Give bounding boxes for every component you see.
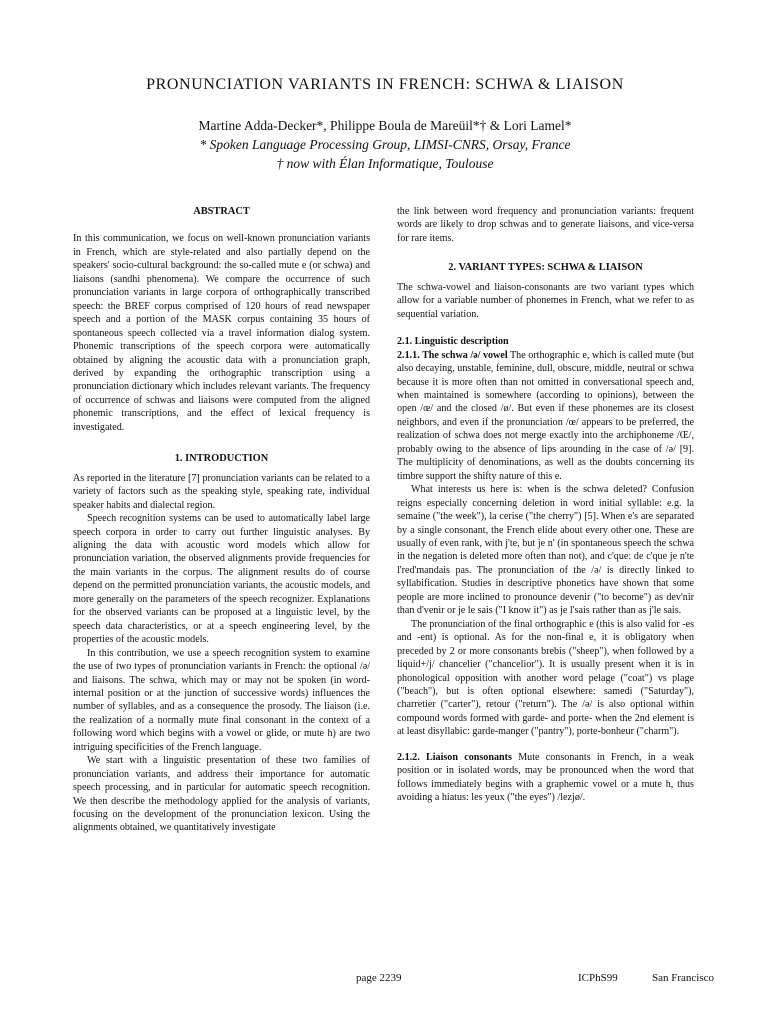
schwa-text-1: The orthographic e, which is called mute (but also decaying, unstable, feminine, dull, obscure, middle, neutral or schwa because it is more often than not omitted in conversational speech and, when maintained is somewhere (according to opinions), between the open /œ/ and the closed /ø/. But even if these phonemes are its closest neighbors, and even if the pronunciation /œ/ appears to be preferred, the realization of schwa does not merge exactly into the archiphoneme /Œ/, probably owing to the absence of lips arounding in the case of /ə/ [9]. The multiplicity of denominations, as well as the doubts concerning its timbre support the shifty nature of this e. [397, 349, 694, 482]
paper-title: PRONUNCIATION VARIANTS IN FRENCH: SCHWA & LIAISON [146, 76, 624, 93]
schwa-paragraph-1 [397, 349, 694, 484]
intro-paragraph-4: We start with a linguistic presentation of these two families of pronunciation variants, and address their importance for automatic speech processing, and in particular for automatic speech recognition. We then describe the methodology applied for the analysis of variants, focusing on the development of the pronunciation lexicon. Using the alignments obtained, we quantitatively investigate [73, 755, 370, 834]
schwa-heading: 2.1.1. The schwa /ə/ vowel [397, 349, 508, 361]
liaison-heading: 2.1.2. Liaison consonants [397, 751, 512, 763]
intro-heading: 1. INTRODUCTION [174, 453, 269, 465]
abstract-text: In this communication, we focus on well-known pronunciation variants in French, which are style-related and also partially depend on the speakers' socio-cultural background: the so-called mute e (or schwa) and liaisons (sandhi phenomena). We compare the occurrence of such pronunciation variants in large corpora of orthographically transcribed speech: the BREF corpus comprised of 120 hours of read newspaper speech and a portion of the MASK corpus containing 35 hours of spontaneous speech collected via a travel information dialog system. Phonemic transcriptions of the speech corpora were automatically obtained by aligning the acoustic data with a pronunciation graph, derived by expanding the orthographic transcription using a pronunciation dictionary which includes relevant variants. The frequency of occurrence of schwas and liaisons were computed from the aligned phonemic transcriptions, and the effect of lexical frequency is investigated. [73, 233, 370, 433]
liaison-text: Mute consonants in French, in a weak position or in isolated words, may be pronounced when the word that follows immediately begins with a graphemic vowel or a mute h, thus avoiding a hiatus: les yeux ("the eyes") /lezjø/. [397, 751, 694, 804]
author-block [0, 116, 770, 173]
affiliation-2: † now with Élan Informatique, Toulouse [276, 156, 494, 171]
abstract-heading: ABSTRACT [193, 206, 250, 217]
affiliation: * Spoken Language Processing Group, LIMSI-CNRS, Orsay, France [199, 137, 571, 152]
variant-paragraph: The schwa-vowel and liaison-consonants are two variant types which allow for a variable number of phonemes in French, what we refer to as sequential variation. [397, 281, 694, 320]
footer-page: page 2239 [356, 972, 402, 984]
schwa-paragraph-2: What interests us here is: when is the schwa deleted? Confusion reigns especially concerning deletion in word initial syllable: e.g. la semaine ("the week"), la cerise ("the cherry") [5]. When e's are separated by a single consonant, the French elide about every other one. These are usually of even rank, with j'te, but je n' (in spontaneous speech the schwa in the negation is deleted more often than not), and c'que: de c'que je n'te l'red'mandais pas. The pronunciation of the /ə/ is directly linked to syllabification. Studies in descriptive phonetics have shown that some people are more inclined to pronounce devenir ("to become") as dev'nir than d'venir or je le sais ("I know it") as je l'sais rather than as j'le sais. [397, 484, 694, 617]
intro-paragraph-2: Speech recognition systems can be used to automatically label large speech corpora in order to carry out further linguistic analyses. By aligning the data with acoustic word models which allow for pronunciation variation, the observed alignments provide frequencies for the main variants in the corpus. The alignment results do of course depend on the permitted pronunciation variants, the acoustic models, and more generally on the parameters of the speech recognizer. Explanations for the observed variants can be proposed at a linguistic level, by the speech data characteristics, or at a speech engineering level, by the properties of the acoustic models. [73, 513, 370, 646]
right-column [397, 205, 694, 805]
authors: Martine Adda-Decker*, Philippe Boula de Mareüil*† & Lori Lamel* [198, 118, 572, 133]
footer-city: San Francisco [652, 972, 715, 984]
left-column [73, 205, 370, 835]
liaison-paragraph [397, 751, 694, 805]
intro-paragraph-3: In this contribution, we use a speech recognition system to examine the use of two types of pronunciation variants in French: the optional /ə/ and liaisons. The schwa, which may or may not be spoken (in word-internal position or at the junction of successive words) influences the number of syllables, and as a consequence the prosody. The liaison (i.e. the realization of a normally mute final consonant in the context of a following word which begins with a vowel or glide, or mute h) are two intriguing specificities of the French language. [73, 647, 370, 753]
variant-heading: 2. VARIANT TYPES: SCHWA & LIAISON [448, 262, 643, 274]
footer-conference: ICPhS99 [578, 972, 618, 984]
schwa-paragraph-3: The pronunciation of the final orthographic e (this is also valid for -es and -ent) is optional. As for the non-final e, it is obligatory when preceded by 2 or more consonants brebis ("sheep"), when followed by a liquid+/j/ chancelier ("chancelior"). It is usually present when it is in phonological opposition with another word pelage ("coat") vs plage ("beach"), but is often optional elsewhere: samedi ("Saturday"), charretier ("carter"), retour ("return"). The /ə/ is also optional within compound words formed with garde- and porte- when the 2nd element is at least disyllabic: garde-manger ("pantry"), porte-bonheur ("charm"). [397, 618, 694, 738]
intro-paragraph-1: As reported in the literature [7] pronunciation variants can be related to a variety of factors such as the speaking style, speaking rate, individual speaker habits and dialectal region. [73, 472, 370, 511]
linguistic-heading: 2.1. Linguistic description [397, 336, 509, 348]
right-paragraph-0: the link between word frequency and pronunciation variants: frequent words are likely to drop schwas and to generate liaisons, and vice-versa for rare items. [397, 206, 694, 244]
